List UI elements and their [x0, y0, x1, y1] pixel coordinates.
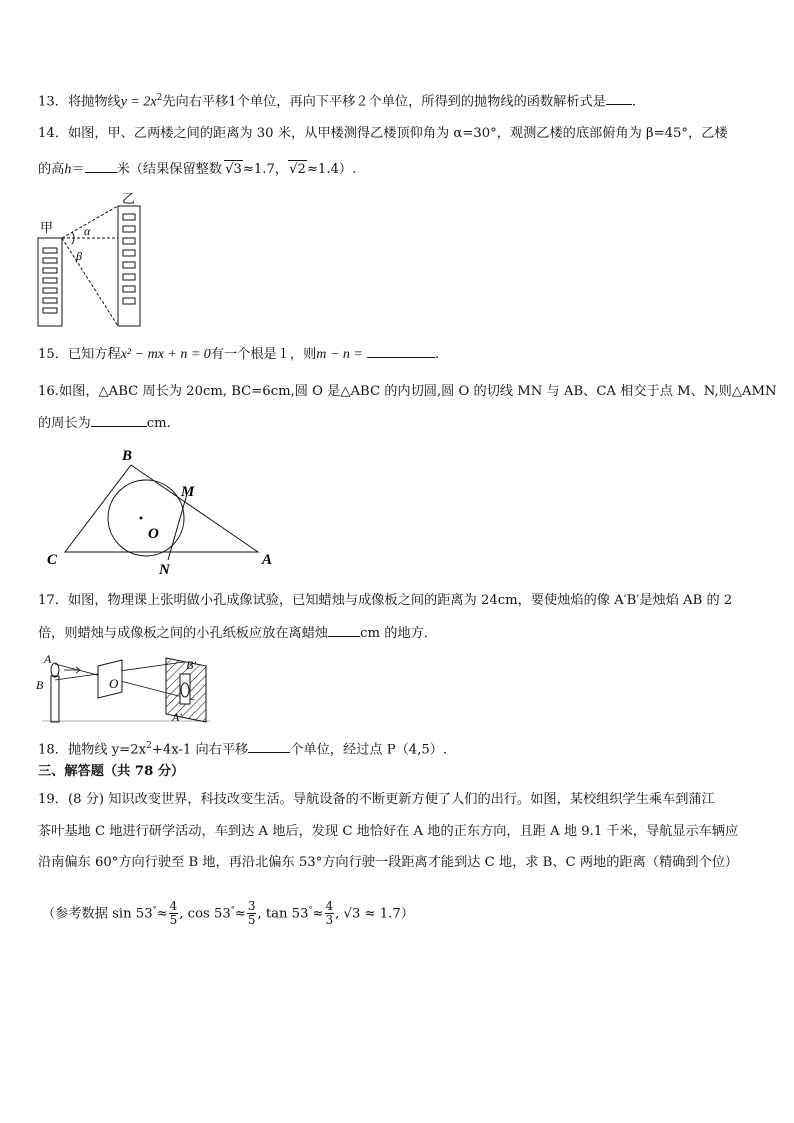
- q14-sqrt2: √2: [289, 162, 306, 177]
- approx-3: ≈: [312, 906, 324, 922]
- q17-blank[interactable]: [328, 624, 360, 637]
- q19-line-3: 沿南偏东 60°方向行驶至 B 地，再沿北偏东 53°方向行驶一段距离才能到达 C 地，求 B、C 两地的距离（精确到个位）: [38, 855, 739, 870]
- q14-text-2e: ≈1.4）.: [306, 162, 357, 177]
- q14-line-2: [38, 160, 760, 179]
- q18-blank[interactable]: [248, 740, 290, 753]
- q17-text-2a: 倍，则蜡烛与成像板之间的小孔纸板应放在离蜡烛: [38, 626, 329, 641]
- deg-1: °: [152, 905, 157, 914]
- q14-text-1: 如图，甲、乙两楼之间的距离为 30 米，从甲楼测得乙楼顶仰角为 α=30°，观测乙楼的底部俯角为 β=45°，乙楼: [67, 126, 728, 141]
- q18-sup: 2: [146, 741, 152, 751]
- q16-blank[interactable]: [91, 414, 147, 427]
- q15-expr: m − n =: [316, 347, 363, 362]
- q13: [38, 89, 760, 111]
- q15-end: .: [434, 347, 440, 362]
- q18-text-3: 个单位，经过点 P（4,5）.: [290, 742, 448, 758]
- yi-windows: [123, 214, 135, 304]
- tangent-mn: [168, 494, 187, 560]
- deg-3: °: [308, 905, 313, 914]
- ref-sin: （参考数据 sin 53: [42, 906, 153, 922]
- q13-sup: 2: [156, 93, 163, 103]
- q15-text-2: 有一个根是１，则: [210, 347, 317, 362]
- triangle-abc: [65, 465, 258, 552]
- q14-number: 14．: [38, 126, 68, 141]
- ref-tan: , tan 53: [257, 906, 309, 922]
- sight-line-bottom: [62, 238, 118, 326]
- q13-text-2: 先向右平移1个单位，再向下平移２个单位，所得到的抛物线的函数解析式是: [162, 94, 606, 110]
- approx-2: ≈: [234, 906, 246, 922]
- q14-h: h: [64, 162, 72, 177]
- label-b: B: [122, 448, 133, 464]
- frac-4-3: [325, 900, 335, 927]
- q13-number: 13．: [38, 94, 68, 110]
- q15-number: 15．: [38, 347, 68, 362]
- image-flame: [181, 683, 189, 697]
- q16-text-2a: 的周长为: [38, 416, 91, 431]
- section-3-title: 三、解答题（共 78 分）: [38, 764, 185, 779]
- q19-line-1: 19．(8 分) 知识改变世界，科技改变生活。导航设备的不断更新方便了人们的出行。如图，某校组织学生乘车到蒲江: [38, 792, 715, 807]
- q14-line-1: [38, 125, 760, 143]
- frac1-num: 4: [169, 899, 178, 914]
- label-a: A: [262, 552, 273, 568]
- q16-line-2: [38, 414, 760, 433]
- q13-math: y = 2x: [120, 94, 157, 110]
- center-o: [140, 517, 143, 520]
- q14-sqrt2-val: 2: [297, 162, 306, 177]
- label-yi: 乙: [122, 192, 136, 206]
- frac-4-5: [169, 900, 179, 927]
- ref-cos: , cos 53: [179, 906, 231, 922]
- q17-text-2b: cm 的地方．: [360, 626, 437, 641]
- q16-line-1: [38, 383, 777, 401]
- q15-equation: x² − mx + n = 0: [120, 347, 211, 362]
- frac2-num: 3: [247, 899, 256, 914]
- q17-line-1: [38, 592, 760, 610]
- frac1-den: 5: [169, 913, 178, 928]
- candle: [51, 676, 59, 722]
- q17-figure: [34, 652, 214, 724]
- q18-text-2: +4x-1 向右平移: [151, 742, 249, 758]
- frac3-num: 4: [325, 899, 334, 914]
- q14-sqrt3-val: 3: [233, 162, 242, 177]
- q15-blank[interactable]: [367, 345, 435, 358]
- label-c: C: [47, 552, 58, 568]
- q15-text-1: 已知方程: [67, 347, 121, 362]
- q13-blank[interactable]: [606, 92, 632, 105]
- q14-text-2c: 米（结果保留整数: [116, 162, 223, 177]
- q19-line-2: 茶叶基地 C 地进行研学活动，车到达 A 地后，发现 C 地恰好在 A 地的正东方向，且距 A 地 9.1 千米，导航显示车辆应: [38, 824, 739, 839]
- q13-end: .: [631, 94, 637, 110]
- label-beta: β: [76, 249, 82, 263]
- label-o: O: [148, 526, 159, 542]
- q18: [38, 737, 760, 759]
- label-b-prime: B′: [186, 658, 196, 672]
- frac2-den: 5: [247, 913, 256, 928]
- q17-line-2: [38, 624, 760, 643]
- q16-text-1: 16.如图，△ABC 周长为 20cm, BC=6cm,圆 O 是△ABC 的内切圆,圆 O 的切线 MN 与 AB、CA 相交于点 M、N,则△AMN: [38, 384, 777, 399]
- q14-blank[interactable]: [85, 160, 117, 173]
- label-o: O: [109, 676, 119, 691]
- label-b: B: [36, 678, 44, 692]
- q18-text-1: 18．抛物线 y=2x: [38, 742, 147, 758]
- q16-figure: [40, 444, 290, 576]
- q14-eq: ＝: [71, 162, 85, 177]
- q14-sqrt3: √3: [225, 162, 242, 177]
- q16-text-2b: cm.: [146, 416, 171, 431]
- jia-windows: [43, 248, 57, 313]
- label-jia: 甲: [40, 220, 54, 235]
- q14-text-2d: ≈1.7，: [242, 162, 289, 177]
- deg-2: °: [230, 905, 235, 914]
- q17-text-1: 17．如图，物理课上张明做小孔成像试验，已知蜡烛与成像板之间的距离为 24cm，要使烛焰的像 A′B′是烛焰 AB 的 2: [38, 593, 733, 608]
- label-m: M: [181, 484, 195, 500]
- label-a-prime: A′: [172, 710, 182, 724]
- q19-reference-data: [42, 892, 764, 932]
- q14-text-2a: 的高: [38, 162, 65, 177]
- label-n: N: [159, 562, 170, 576]
- approx-1: ≈: [156, 906, 168, 922]
- q15: [38, 345, 760, 364]
- q13-text-1: 将抛物线: [67, 94, 121, 110]
- q14-figure: [30, 192, 160, 332]
- label-alpha: α: [84, 224, 91, 238]
- ref-sqrt3: , √3 ≈ 1.7）: [335, 906, 414, 922]
- label-a: A: [44, 652, 52, 666]
- building-yi: [118, 206, 140, 326]
- frac3-den: 3: [325, 913, 334, 928]
- frac-3-5: [247, 900, 257, 927]
